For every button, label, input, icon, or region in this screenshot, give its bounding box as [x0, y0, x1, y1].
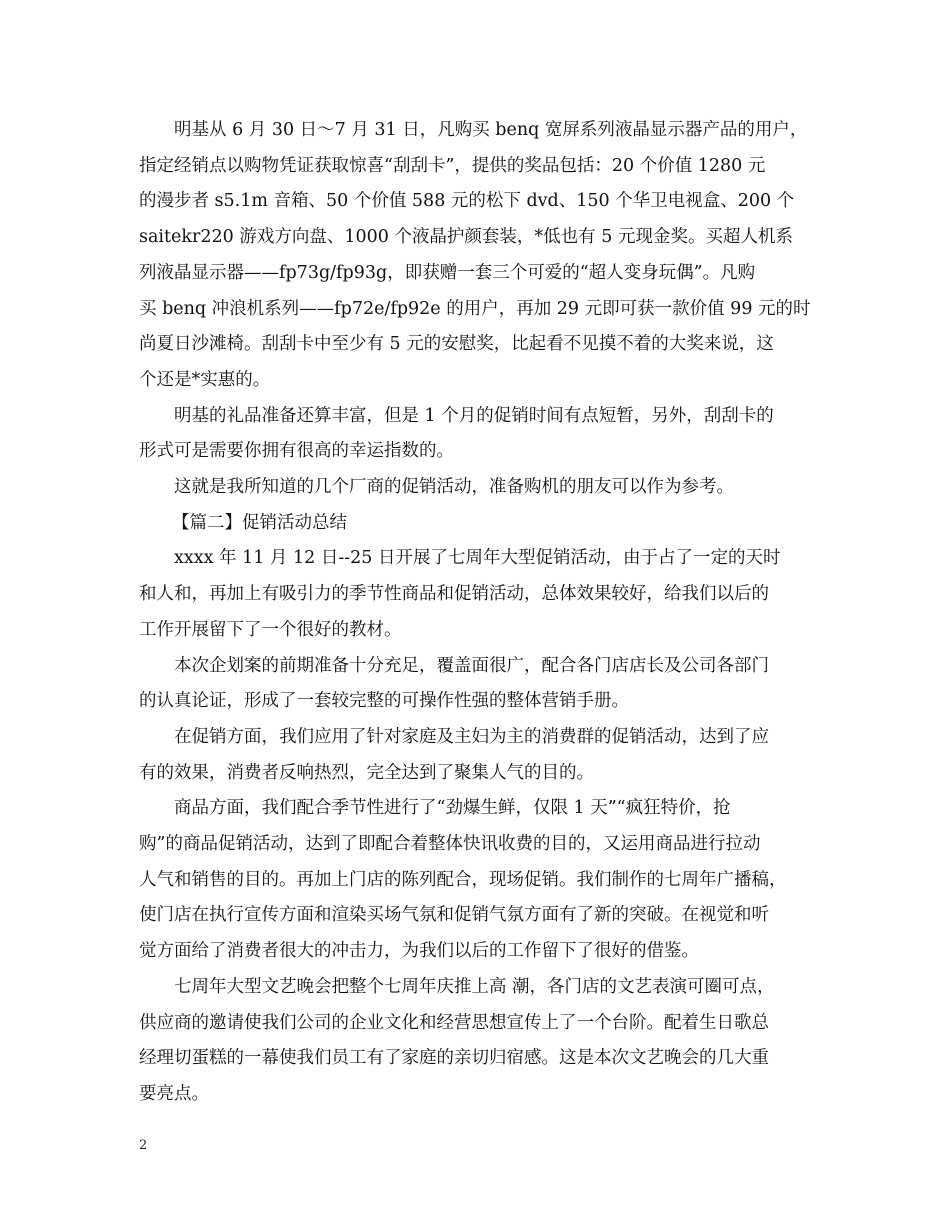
text-line: 买 benq 冲浪机系列——fp72e/fp92e 的用户，再加 29 元即可获一款价值 99 元的时	[139, 298, 811, 319]
text-line: 七周年大型文艺晚会把整个七周年庆推上高 潮，各门店的文艺表演可圈可点，	[174, 976, 775, 997]
paragraph-summary	[139, 470, 823, 506]
text-line: 指定经销点以购物凭证获取惊喜“刮刮卡”，提供的奖品包括：20 个价值 1280 元	[139, 155, 766, 176]
text-line: 明基从 6 月 30 日～7 月 31 日，凡购买 benq 宽屏系列液晶显示器产品的用户，	[174, 120, 808, 140]
text-line: 个还是*实惠的。	[139, 369, 271, 390]
text-line: 商品方面，我们配合季节性进行了“劲爆生鲜，仅限 1 天”“疯狂特价，抢	[174, 798, 731, 819]
text-line: 觉方面给了消费者很大的冲击力，为我们以后的工作留下了很好的借鉴。	[139, 941, 699, 962]
text-line: 尚夏日沙滩椅。刮刮卡中至少有 5 元的安慰奖，比起看不见摸不着的大奖来说，这	[139, 334, 774, 355]
text-line: xxxx 年 11 月 12 日--25 日开展了七周年大型促销活动，由于占了一定的天时	[174, 548, 781, 569]
text-line: 的漫步者 s5.1m 音箱、50 个价值 588 元的松下 dvd、150 个华卫电视盒、200 个	[139, 191, 795, 212]
text-line: 供应商的邀请使我们公司的企业文化和经营思想宣传上了一个台阶。配着生日歌总	[139, 1012, 769, 1033]
text-line: 在促销方面，我们应用了针对家庭及主妇为主的消费群的促销活动，达到了应	[174, 726, 769, 747]
text-line: 使门店在执行宣传方面和渲染买场气氛和促销气氛方面有了新的突破。在视觉和听	[139, 905, 769, 926]
text-line: 购”的商品促销活动，达到了即配合着整体快讯收费的目的，又运用商品进行拉动	[139, 834, 761, 855]
section-heading: 【篇二】促销活动总结	[172, 512, 347, 533]
paragraph-gift-comment	[139, 399, 823, 470]
text-line: 和人和，再加上有吸引力的季节性商品和促销活动，总体效果较好，给我们以后的	[139, 584, 769, 605]
paragraph-promotion-aspect	[139, 720, 823, 791]
text-line: 本次企划案的前期准备十分充足，覆盖面很广，配合各门店店长及公司各部门	[174, 655, 769, 676]
text-line: 经理切蛋糕的一幕使我们员工有了家庭的亲切归宿感。这是本次文艺晚会的几大重	[139, 1048, 769, 1069]
text-line: 的认真论证，形成了一套较完整的可操作性强的整体营销手册。	[139, 691, 629, 712]
document-body	[139, 113, 823, 1113]
text-line: 列液晶显示器——fp73g/fp93g，即获赠一套三个可爱的“超人变身玩偶”。凡购	[139, 262, 756, 283]
text-line: 有的效果，消费者反响热烈，完全达到了聚集人气的目的。	[139, 762, 594, 783]
page-number: 2	[139, 1138, 148, 1153]
paragraph-anniversary-event	[139, 541, 823, 648]
paragraph-merchandise-aspect	[139, 791, 823, 970]
paragraph-benq-promotion	[139, 113, 823, 399]
text-line: 工作开展留下了一个很好的教材。	[139, 619, 402, 640]
text-line: 人气和销售的目的。再加上门店的陈列配合，现场促销。我们制作的七周年广播稿，	[139, 869, 787, 890]
text-line: saitekr220 游戏方向盘、1000 个液晶护颜套装，*低也有 5 元现金奖。买超人机系	[139, 227, 793, 248]
text-line: 形式可是需要你拥有很高的幸运指数的。	[139, 441, 454, 462]
text-line: 这就是我所知道的几个厂商的促销活动，准备购机的朋友可以作为参考。	[174, 477, 734, 498]
paragraph-gala	[139, 970, 823, 1113]
paragraph-planning	[139, 649, 823, 720]
text-line: 要亮点。	[139, 1083, 209, 1104]
text-line: 明基的礼品准备还算丰富，但是 1 个月的促销时间有点短暂，另外，刮刮卡的	[174, 405, 774, 426]
